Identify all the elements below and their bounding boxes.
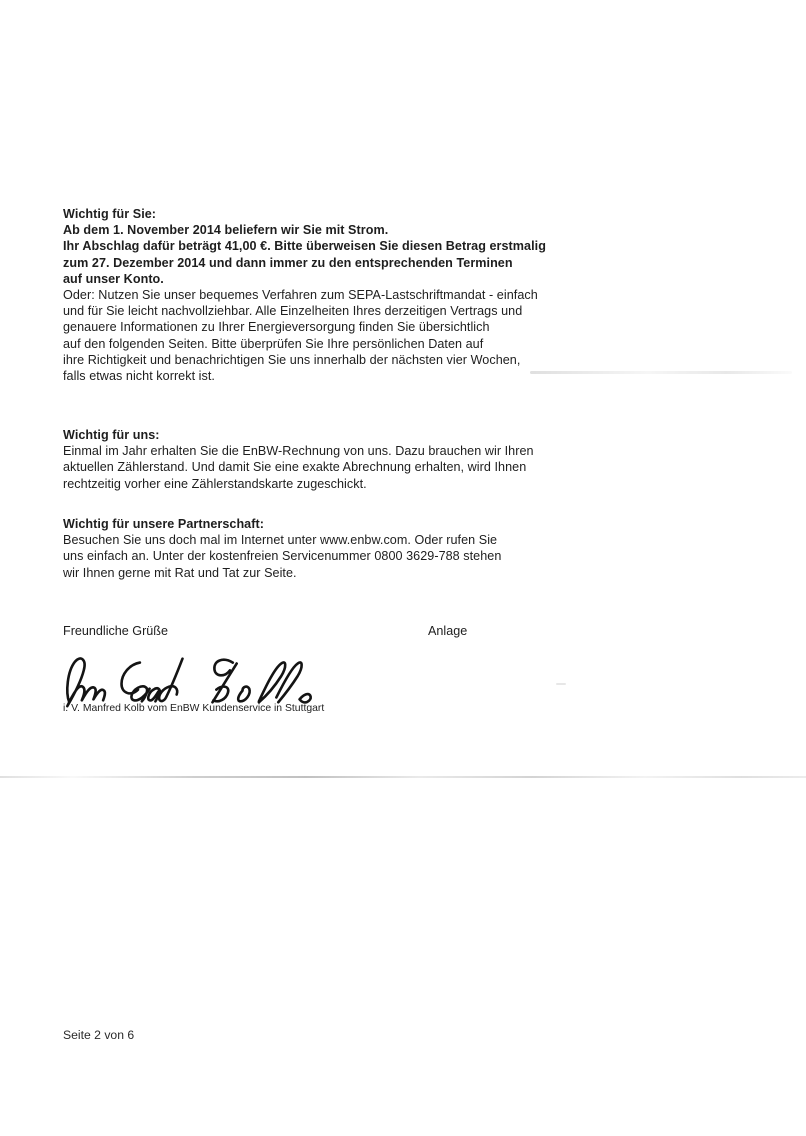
- section-body-text: [63, 443, 603, 492]
- text-line: auf den folgenden Seiten. Bitte überprüfen Sie Ihre persönlichen Daten auf: [63, 336, 484, 351]
- section-heading: Wichtig für Sie:: [63, 207, 157, 221]
- page-number: Seite 2 von 6: [63, 1028, 135, 1042]
- section-wichtig-fuer-uns: [63, 427, 603, 492]
- scan-artifact-line: [0, 776, 806, 778]
- text-line: aktuellen Zählerstand. Und damit Sie eine exakte Abrechnung erhalten, wird Ihnen: [63, 460, 527, 475]
- section-body-text: [63, 532, 603, 581]
- closing-greeting: Freundliche Grüße: [63, 624, 168, 638]
- text-line: ihre Richtigkeit und benachrichtigen Sie uns innerhalb der nächsten vier Wochen,: [63, 352, 521, 367]
- signature-stroke-icon: [56, 650, 338, 710]
- section-heading: Wichtig für uns:: [63, 428, 160, 442]
- text-line: Oder: Nutzen Sie unser bequemes Verfahren zum SEPA-Lastschriftmandat - einfach: [63, 288, 538, 303]
- section-wichtig-partnerschaft: [63, 516, 603, 581]
- section-bold-text: [63, 222, 603, 287]
- signature-caption: i. V. Manfred Kolb vom EnBW Kundenservice in Stuttgart: [63, 703, 325, 714]
- text-line: auf unser Konto.: [63, 271, 164, 286]
- section-wichtig-fuer-sie: [63, 206, 603, 384]
- enclosure-label: Anlage: [428, 624, 468, 638]
- scan-artifact-smear: [530, 371, 792, 374]
- text-line: uns einfach an. Unter der kostenfreien Servicenummer 0800 3629-788 stehen: [63, 549, 502, 564]
- text-line: Einmal im Jahr erhalten Sie die EnBW-Rechnung von uns. Dazu brauchen wir Ihren: [63, 444, 534, 459]
- text-line: rechtzeitig vorher eine Zählerstandskarte zugeschickt.: [63, 476, 367, 491]
- text-line: und für Sie leicht nachvollziehbar. Alle Einzelheiten Ihres derzeitigen Vertrags und: [63, 304, 523, 319]
- text-line: Besuchen Sie uns doch mal im Internet unter www.enbw.com. Oder rufen Sie: [63, 533, 498, 548]
- section-heading: Wichtig für unsere Partnerschaft:: [63, 517, 264, 531]
- text-line: zum 27. Dezember 2014 und dann immer zu den entsprechenden Terminen: [63, 255, 513, 270]
- text-line: wir Ihnen gerne mit Rat und Tat zur Seite.: [63, 565, 297, 580]
- handwritten-signature: [56, 650, 338, 710]
- scan-artifact-dot: [556, 683, 566, 685]
- text-line: falls etwas nicht korrekt ist.: [63, 369, 215, 384]
- text-line: genauere Informationen zu Ihrer Energieversorgung finden Sie übersichtlich: [63, 320, 490, 335]
- section-body-text: [63, 287, 603, 384]
- text-line: Ab dem 1. November 2014 beliefern wir Sie mit Strom.: [63, 223, 389, 238]
- text-line: Ihr Abschlag dafür beträgt 41,00 €. Bitte überweisen Sie diesen Betrag erstmalig: [63, 239, 546, 254]
